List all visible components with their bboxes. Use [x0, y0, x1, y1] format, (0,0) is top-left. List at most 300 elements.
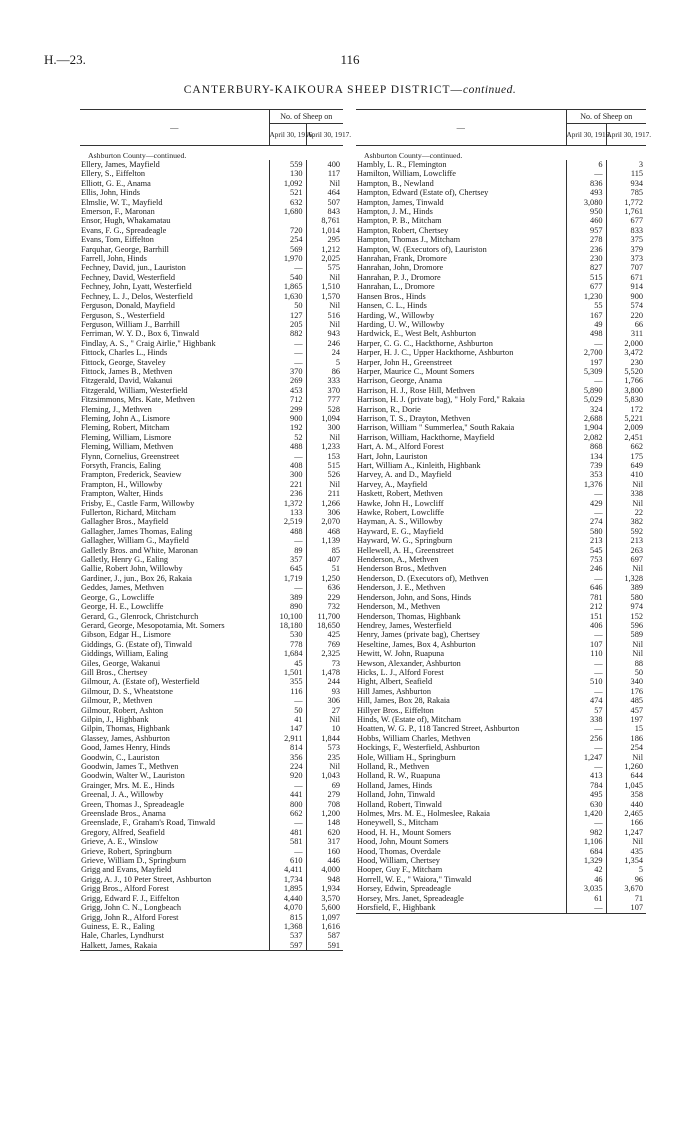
owner-name: Gilpin, Thomas, Highbank	[81, 724, 170, 734]
sheep-1916: 10,100	[269, 612, 306, 621]
table-row	[80, 367, 343, 376]
sheep-1916: 107	[566, 640, 606, 649]
sheep-1917: 333	[306, 376, 343, 385]
owner-name: Gardiner, J., jun., Box 26, Rakaia	[81, 573, 192, 583]
table-row	[356, 800, 646, 809]
table-row	[80, 706, 343, 715]
sheep-1916: 45	[269, 659, 306, 668]
sheep-1917: Nil	[606, 649, 646, 658]
sheep-1916: 167	[566, 311, 606, 320]
table-row	[80, 630, 343, 639]
sheep-1916: 2,688	[566, 414, 606, 423]
sheep-1917: 1,233	[306, 442, 343, 451]
sheep-1916: 1,904	[566, 423, 606, 432]
owner-name: Grigg, Edward F. J., Eiffelton	[81, 893, 180, 903]
right-header-group: No. of Sheep on	[566, 110, 646, 124]
table-row	[80, 612, 343, 621]
owner-name: Harvey, A., Mayfield	[357, 479, 428, 489]
table-row	[356, 263, 646, 272]
sheep-1916: 540	[269, 273, 306, 282]
owner-name: Hanrahan, Frank, Dromore	[357, 254, 447, 264]
sheep-1916: 55	[566, 301, 606, 310]
table-row	[356, 715, 646, 724]
owner-name: Fechney, John, Lyatt, Westerfield	[81, 282, 192, 292]
sheep-1916: 205	[269, 320, 306, 329]
table-row	[356, 395, 646, 404]
sheep-1916: 515	[566, 273, 606, 282]
owner-name: Hambly, L. R., Flemington	[357, 160, 447, 169]
sheep-1916: 42	[566, 865, 606, 874]
table-row	[80, 875, 343, 884]
owner-name: Hansen, C. L., Hinds	[357, 301, 427, 311]
owner-name: Hayward, W. G., Springburn	[357, 536, 453, 546]
sheep-1917: 1,247	[606, 828, 646, 837]
sheep-1917: 317	[306, 837, 343, 846]
owner-name: Galletly Bros. and White, Maronan	[81, 545, 198, 555]
sheep-1916: 355	[269, 677, 306, 686]
table-row	[356, 442, 646, 451]
sheep-1916: 357	[269, 555, 306, 564]
sheep-1917: 464	[306, 188, 343, 197]
sheep-1917: 375	[606, 235, 646, 244]
sheep-1917: 574	[606, 301, 646, 310]
sheep-1916: —	[269, 781, 306, 790]
table-row	[356, 282, 646, 291]
table-row	[80, 489, 343, 498]
table-row	[356, 809, 646, 818]
table-row	[356, 724, 646, 733]
owner-name: Hill James, Ashburton	[357, 686, 431, 696]
sheep-1917: 254	[606, 743, 646, 752]
table-row	[80, 903, 343, 912]
owner-name: Hampton, Thomas J., Mitcham	[357, 235, 461, 245]
sheep-1917: 51	[306, 564, 343, 573]
sheep-1917: 507	[306, 198, 343, 207]
table-row	[356, 216, 646, 225]
table-row	[356, 640, 646, 649]
sheep-1917: 697	[606, 555, 646, 564]
sheep-1916: 753	[566, 555, 606, 564]
owner-name: Hayman, A. S., Willowby	[357, 517, 443, 527]
owner-name: Elmslie, W. T., Mayfield	[81, 197, 163, 207]
owner-name: Henderson, M., Methven	[357, 602, 441, 612]
owner-name: Grigg, John R., Alford Forest	[81, 912, 179, 922]
sheep-1917: 1,570	[306, 292, 343, 301]
sheep-1917: 1,250	[306, 574, 343, 583]
sheep-1917: 379	[606, 245, 646, 254]
sheep-1917: Nil	[306, 715, 343, 724]
owner-name: Evans, F. G., Spreadeagle	[81, 225, 167, 235]
sheep-1916: —	[566, 687, 606, 696]
sheep-1917: 86	[306, 367, 343, 376]
sheep-1917: Nil	[306, 480, 343, 489]
table-row	[356, 762, 646, 771]
table-row	[356, 169, 646, 178]
sheep-1916: 739	[566, 461, 606, 470]
owner-name: Giddings, William, Ealing	[81, 649, 169, 659]
owner-name: Goodwin, C., Lauriston	[81, 752, 160, 762]
owner-name: Emerson, F., Maronan	[81, 207, 155, 217]
sheep-1917: 2,009	[606, 423, 646, 432]
owner-name: Grigg, John C. N., Longbeach	[81, 903, 182, 913]
table-row	[356, 179, 646, 188]
sheep-1917: Nil	[606, 499, 646, 508]
table-row	[356, 405, 646, 414]
table-row	[356, 734, 646, 743]
owner-name: Holland, John, Tinwald	[357, 790, 435, 800]
owner-name: Ferguson, S., Westerfield	[81, 310, 165, 320]
sheep-1917: 166	[606, 818, 646, 827]
left-header-1917: April 30, 1917.	[306, 124, 343, 146]
owner-name: Hicks, L. J., Alford Forest	[357, 667, 444, 677]
owner-name: Good, James Henry, Hinds	[81, 743, 171, 753]
sheep-1917: 457	[606, 706, 646, 715]
owner-name: Gilmour, A. (Estate of), Westerfield	[81, 677, 200, 687]
owner-name: Hood, William, Chertsey	[357, 856, 440, 866]
owner-name: Harper, John H., Greenstreet	[357, 357, 453, 367]
table-row	[356, 470, 646, 479]
sheep-1917: Nil	[306, 301, 343, 310]
sheep-1916: 1,734	[269, 875, 306, 884]
owner-name: Fitzgerald, William, Westerfield	[81, 385, 188, 395]
sheep-1916: 389	[269, 593, 306, 602]
sheep-1916: 1,247	[566, 753, 606, 762]
table-row	[356, 489, 646, 498]
left-table-panel	[80, 109, 352, 951]
owner-name: Hewitt, W. John, Ruapuna	[357, 649, 445, 659]
owner-name: Harding, U. W., Willowby	[357, 319, 445, 329]
sheep-1916: 2,911	[269, 734, 306, 743]
table-row	[356, 292, 646, 301]
owner-name: Harper, H. J. C., Upper Hackthorne, Ashburton	[357, 348, 514, 358]
sheep-1917: 943	[306, 329, 343, 338]
sheep-1917: 300	[306, 423, 343, 432]
sheep-1917: 1,510	[306, 282, 343, 291]
sheep-1917: 85	[306, 546, 343, 555]
table-row	[356, 884, 646, 893]
table-row	[80, 847, 343, 856]
sheep-1917: 3,570	[306, 894, 343, 903]
sheep-1917: 1,934	[306, 884, 343, 893]
sheep-1917: 1,014	[306, 226, 343, 235]
sheep-1916: —	[269, 452, 306, 461]
owner-name: Harding, W., Willowby	[357, 310, 435, 320]
sheep-1916: 1,420	[566, 809, 606, 818]
owner-name: Henderson Bros., Methven	[357, 564, 447, 574]
sheep-1917: 3,472	[606, 348, 646, 357]
table-row	[80, 207, 343, 216]
sheep-1916: 632	[269, 198, 306, 207]
sheep-1916: 46	[566, 875, 606, 884]
sheep-1917: 235	[306, 753, 343, 762]
owner-name: Ensor, Hugh, Whakamatau	[81, 216, 171, 226]
owner-name: Hendrey, James, Westerfield	[357, 620, 452, 630]
sheep-1916: 49	[566, 320, 606, 329]
table-row	[80, 894, 343, 903]
sheep-1917: 172	[606, 405, 646, 414]
table-row	[80, 414, 343, 423]
sheep-1916: —	[566, 574, 606, 583]
sheep-1917: 389	[606, 583, 646, 592]
owner-name: Hampton, B., Newland	[357, 178, 434, 188]
sheep-1916: 1,684	[269, 649, 306, 658]
owner-name: Harrison, H. J. (private bag), " Holy Ford," Rakaia	[357, 395, 525, 405]
sheep-1916: 324	[566, 405, 606, 414]
sheep-1917: 528	[306, 405, 343, 414]
owner-name: George, H. E., Lowcliffe	[81, 602, 164, 612]
owner-name: Ferguson, Donald, Mayfield	[81, 301, 175, 311]
sheep-1916: 2,519	[269, 517, 306, 526]
owner-name: Hooper, Guy F., Mitcham	[357, 865, 443, 875]
sheep-1917: 1,139	[306, 536, 343, 545]
sheep-1916: 5,309	[566, 367, 606, 376]
sheep-1916: —	[566, 818, 606, 827]
sheep-1916: 1,630	[269, 292, 306, 301]
table-row	[356, 856, 646, 865]
sheep-1917: 22	[606, 508, 646, 517]
table-row	[80, 828, 343, 837]
sheep-1917: 900	[606, 292, 646, 301]
sheep-1917: 662	[606, 442, 646, 451]
owner-name: Farrell, John, Hinds	[81, 254, 147, 264]
sheep-1917: 107	[606, 903, 646, 913]
sheep-1917: 1,212	[306, 245, 343, 254]
table-row	[80, 743, 343, 752]
sheep-1916: 814	[269, 743, 306, 752]
owner-name: Hanrahan, P. J., Dromore	[357, 272, 441, 282]
owner-name: Fittock, George, Staveley	[81, 357, 166, 367]
owner-name: Hampton, Robert, Chertsey	[357, 225, 449, 235]
table-row	[80, 941, 343, 951]
sheep-1917: 244	[306, 677, 343, 686]
table-row	[80, 781, 343, 790]
sheep-1917: 843	[306, 207, 343, 216]
sheep-1917: 1,260	[606, 762, 646, 771]
table-row	[356, 555, 646, 564]
table-row	[80, 724, 343, 733]
sheep-1916: 127	[269, 311, 306, 320]
sheep-1917: 96	[606, 875, 646, 884]
owner-name: Goodwin, James T., Methven	[81, 762, 179, 771]
owner-name: Gerard, George, Mesopotamia, Mt. Somers	[81, 620, 225, 630]
sheep-1917: 526	[306, 470, 343, 479]
sheep-1917: 1,766	[606, 376, 646, 385]
table-row	[80, 348, 343, 357]
sheep-1916: 488	[269, 527, 306, 536]
owner-name: Harvey, A. and D., Mayfield	[357, 470, 452, 480]
owner-name: Giles, George, Wakanui	[81, 658, 161, 668]
sheep-1917: 677	[606, 216, 646, 225]
sheep-1917: 592	[606, 527, 646, 536]
owner-name: Ellery, S., Eiffelton	[81, 169, 146, 179]
sheep-1917: 66	[606, 320, 646, 329]
sheep-1917: 485	[606, 696, 646, 705]
sheep-1916: 197	[566, 358, 606, 367]
owner-name: Fittock, Charles L., Hinds	[81, 348, 168, 358]
sheep-1916: 545	[566, 546, 606, 555]
table-row	[80, 480, 343, 489]
owner-name: Harrison, T. S., Drayton, Methven	[357, 413, 471, 423]
sheep-1917: 934	[606, 179, 646, 188]
sheep-1916: 192	[269, 423, 306, 432]
owner-name: Guiness, E. R., Ealing	[81, 921, 155, 931]
sheep-1916: 18,180	[269, 621, 306, 630]
table-row	[356, 508, 646, 517]
table-row	[80, 395, 343, 404]
table-row	[356, 536, 646, 545]
sheep-1916: 299	[269, 405, 306, 414]
table-row	[80, 640, 343, 649]
sheep-1917: 306	[306, 508, 343, 517]
sheep-1917: Nil	[306, 762, 343, 771]
owner-name: Frisby, E., Castle Farm, Willowby	[81, 498, 195, 508]
table-row	[356, 376, 646, 385]
sheep-1916: 4,440	[269, 894, 306, 903]
owner-name: Geddes, James, Methven	[81, 583, 164, 593]
owner-name: Henderson, Thomas, Highbank	[357, 611, 461, 621]
page-reference: H.—23.	[44, 52, 86, 67]
sheep-1917: 197	[606, 715, 646, 724]
table-row	[356, 311, 646, 320]
sheep-1917: 50	[606, 668, 646, 677]
owner-name: Grieve, William D., Springburn	[81, 856, 187, 866]
sheep-1917: 732	[306, 602, 343, 611]
table-row	[356, 677, 646, 686]
owner-name: Fleming, William, Methven	[81, 442, 174, 452]
left-header-dash: —	[80, 110, 269, 146]
owner-name: Hardwick, E., West Belt, Ashburton	[357, 329, 477, 339]
owner-name: Honeywell, S., Mitcham	[357, 818, 439, 828]
owner-name: Frampton, Walter, Hinds	[81, 489, 163, 499]
table-row	[80, 809, 343, 818]
owner-name: Green, Thomas J., Spreadeagle	[81, 799, 185, 809]
sheep-1916: 353	[566, 470, 606, 479]
owner-name: Hobbs, William Charles, Methven	[357, 733, 471, 743]
sheep-1916: 269	[269, 376, 306, 385]
sheep-1916: —	[269, 536, 306, 545]
sheep-1916: 597	[269, 941, 306, 951]
owner-name: Gibson, Edgar H., Lismore	[81, 630, 171, 640]
table-row	[80, 790, 343, 799]
table-row	[356, 348, 646, 357]
sheep-1916: —	[566, 668, 606, 677]
sheep-1916: 147	[269, 724, 306, 733]
owner-name: Holland, Robert, Tinwald	[357, 799, 442, 809]
sheep-1917: 435	[606, 847, 646, 856]
owner-name: Fitzsimmons, Mrs. Kate, Methven	[81, 395, 195, 405]
sheep-1917: 263	[606, 546, 646, 555]
owner-name: Hart, A. M., Alford Forest	[357, 442, 444, 452]
sheep-1917: 2,070	[306, 517, 343, 526]
sheep-1916: 645	[269, 564, 306, 573]
sheep-1916: —	[566, 903, 606, 913]
table-row	[356, 414, 646, 423]
table-row	[356, 706, 646, 715]
sheep-1916: 481	[269, 828, 306, 837]
owner-name: Evans, Tom, Eiffelton	[81, 235, 154, 245]
owner-name: Gill Bros., Chertsey	[81, 667, 148, 677]
sheep-1916: 406	[566, 621, 606, 630]
sheep-1916: 569	[269, 245, 306, 254]
sheep-1916: 61	[566, 894, 606, 903]
table-row	[356, 329, 646, 338]
table-row	[80, 762, 343, 771]
sheep-1916: —	[269, 339, 306, 348]
sheep-1917: 769	[306, 640, 343, 649]
sheep-1917: 295	[306, 235, 343, 244]
table-row	[80, 546, 343, 555]
table-row	[80, 339, 343, 348]
sheep-1916: 3,080	[566, 198, 606, 207]
table-row	[80, 931, 343, 940]
sheep-1917: 382	[606, 517, 646, 526]
sheep-1917: 186	[606, 734, 646, 743]
sheep-1917: Nil	[606, 640, 646, 649]
sheep-1917: 5	[606, 865, 646, 874]
table-row	[80, 405, 343, 414]
table-row	[356, 687, 646, 696]
sheep-1917: 93	[306, 687, 343, 696]
table-row	[80, 536, 343, 545]
page-number: 116	[340, 52, 360, 67]
sheep-1917: 306	[306, 696, 343, 705]
sheep-1916: —	[269, 847, 306, 856]
sheep-1917: 587	[306, 931, 343, 940]
table-row	[80, 865, 343, 874]
sheep-1916: 827	[566, 263, 606, 272]
owner-name: Gregory, Alfred, Seafield	[81, 827, 165, 837]
owner-name: Horrell, W. E., " Waiora," Tinwald	[357, 874, 472, 884]
table-row	[80, 555, 343, 564]
owner-name: Greenslade, F., Graham's Road, Tinwald	[81, 818, 216, 828]
table-row	[356, 245, 646, 254]
table-row	[80, 659, 343, 668]
right-header-1917: April 30, 1917.	[606, 124, 646, 146]
sheep-1916: 236	[269, 489, 306, 498]
sheep-1917: 338	[606, 489, 646, 498]
owner-name: Hale, Charles, Lyndhurst	[81, 931, 164, 941]
page-title	[0, 84, 700, 96]
sheep-1917: 1,616	[306, 922, 343, 931]
sheep-1916: —	[566, 659, 606, 668]
sheep-1916: 712	[269, 395, 306, 404]
table-row	[356, 903, 646, 913]
sheep-1916: 982	[566, 828, 606, 837]
owner-name: Heseltine, James, Box 4, Ashburton	[357, 639, 476, 649]
owner-name: Gilmour, P., Methven	[81, 696, 153, 706]
sheep-1917: 11,700	[306, 612, 343, 621]
sheep-1916: 116	[269, 687, 306, 696]
sheep-1916: 836	[566, 179, 606, 188]
sheep-1917: 4,000	[306, 865, 343, 874]
owner-name: Haskett, Robert, Methven	[357, 489, 443, 499]
table-row	[356, 649, 646, 658]
owner-name: Ferguson, William J., Barrhill	[81, 319, 180, 329]
sheep-1917: 117	[306, 169, 343, 178]
sheep-1916: 130	[269, 169, 306, 178]
sheep-1917: 708	[306, 800, 343, 809]
sheep-1916: 1,895	[269, 884, 306, 893]
table-row	[80, 226, 343, 235]
sheep-1916: —	[269, 358, 306, 367]
owner-name: Grainger, Mrs. M. E., Hinds	[81, 780, 175, 790]
left-sheep-table	[80, 109, 352, 951]
sheep-1917: 671	[606, 273, 646, 282]
sheep-1916: 453	[269, 386, 306, 395]
sheep-1917: 580	[606, 593, 646, 602]
owner-name: Hood, John, Mount Somers	[357, 837, 449, 847]
owner-name: Greenslade Bros., Anama	[81, 809, 166, 819]
